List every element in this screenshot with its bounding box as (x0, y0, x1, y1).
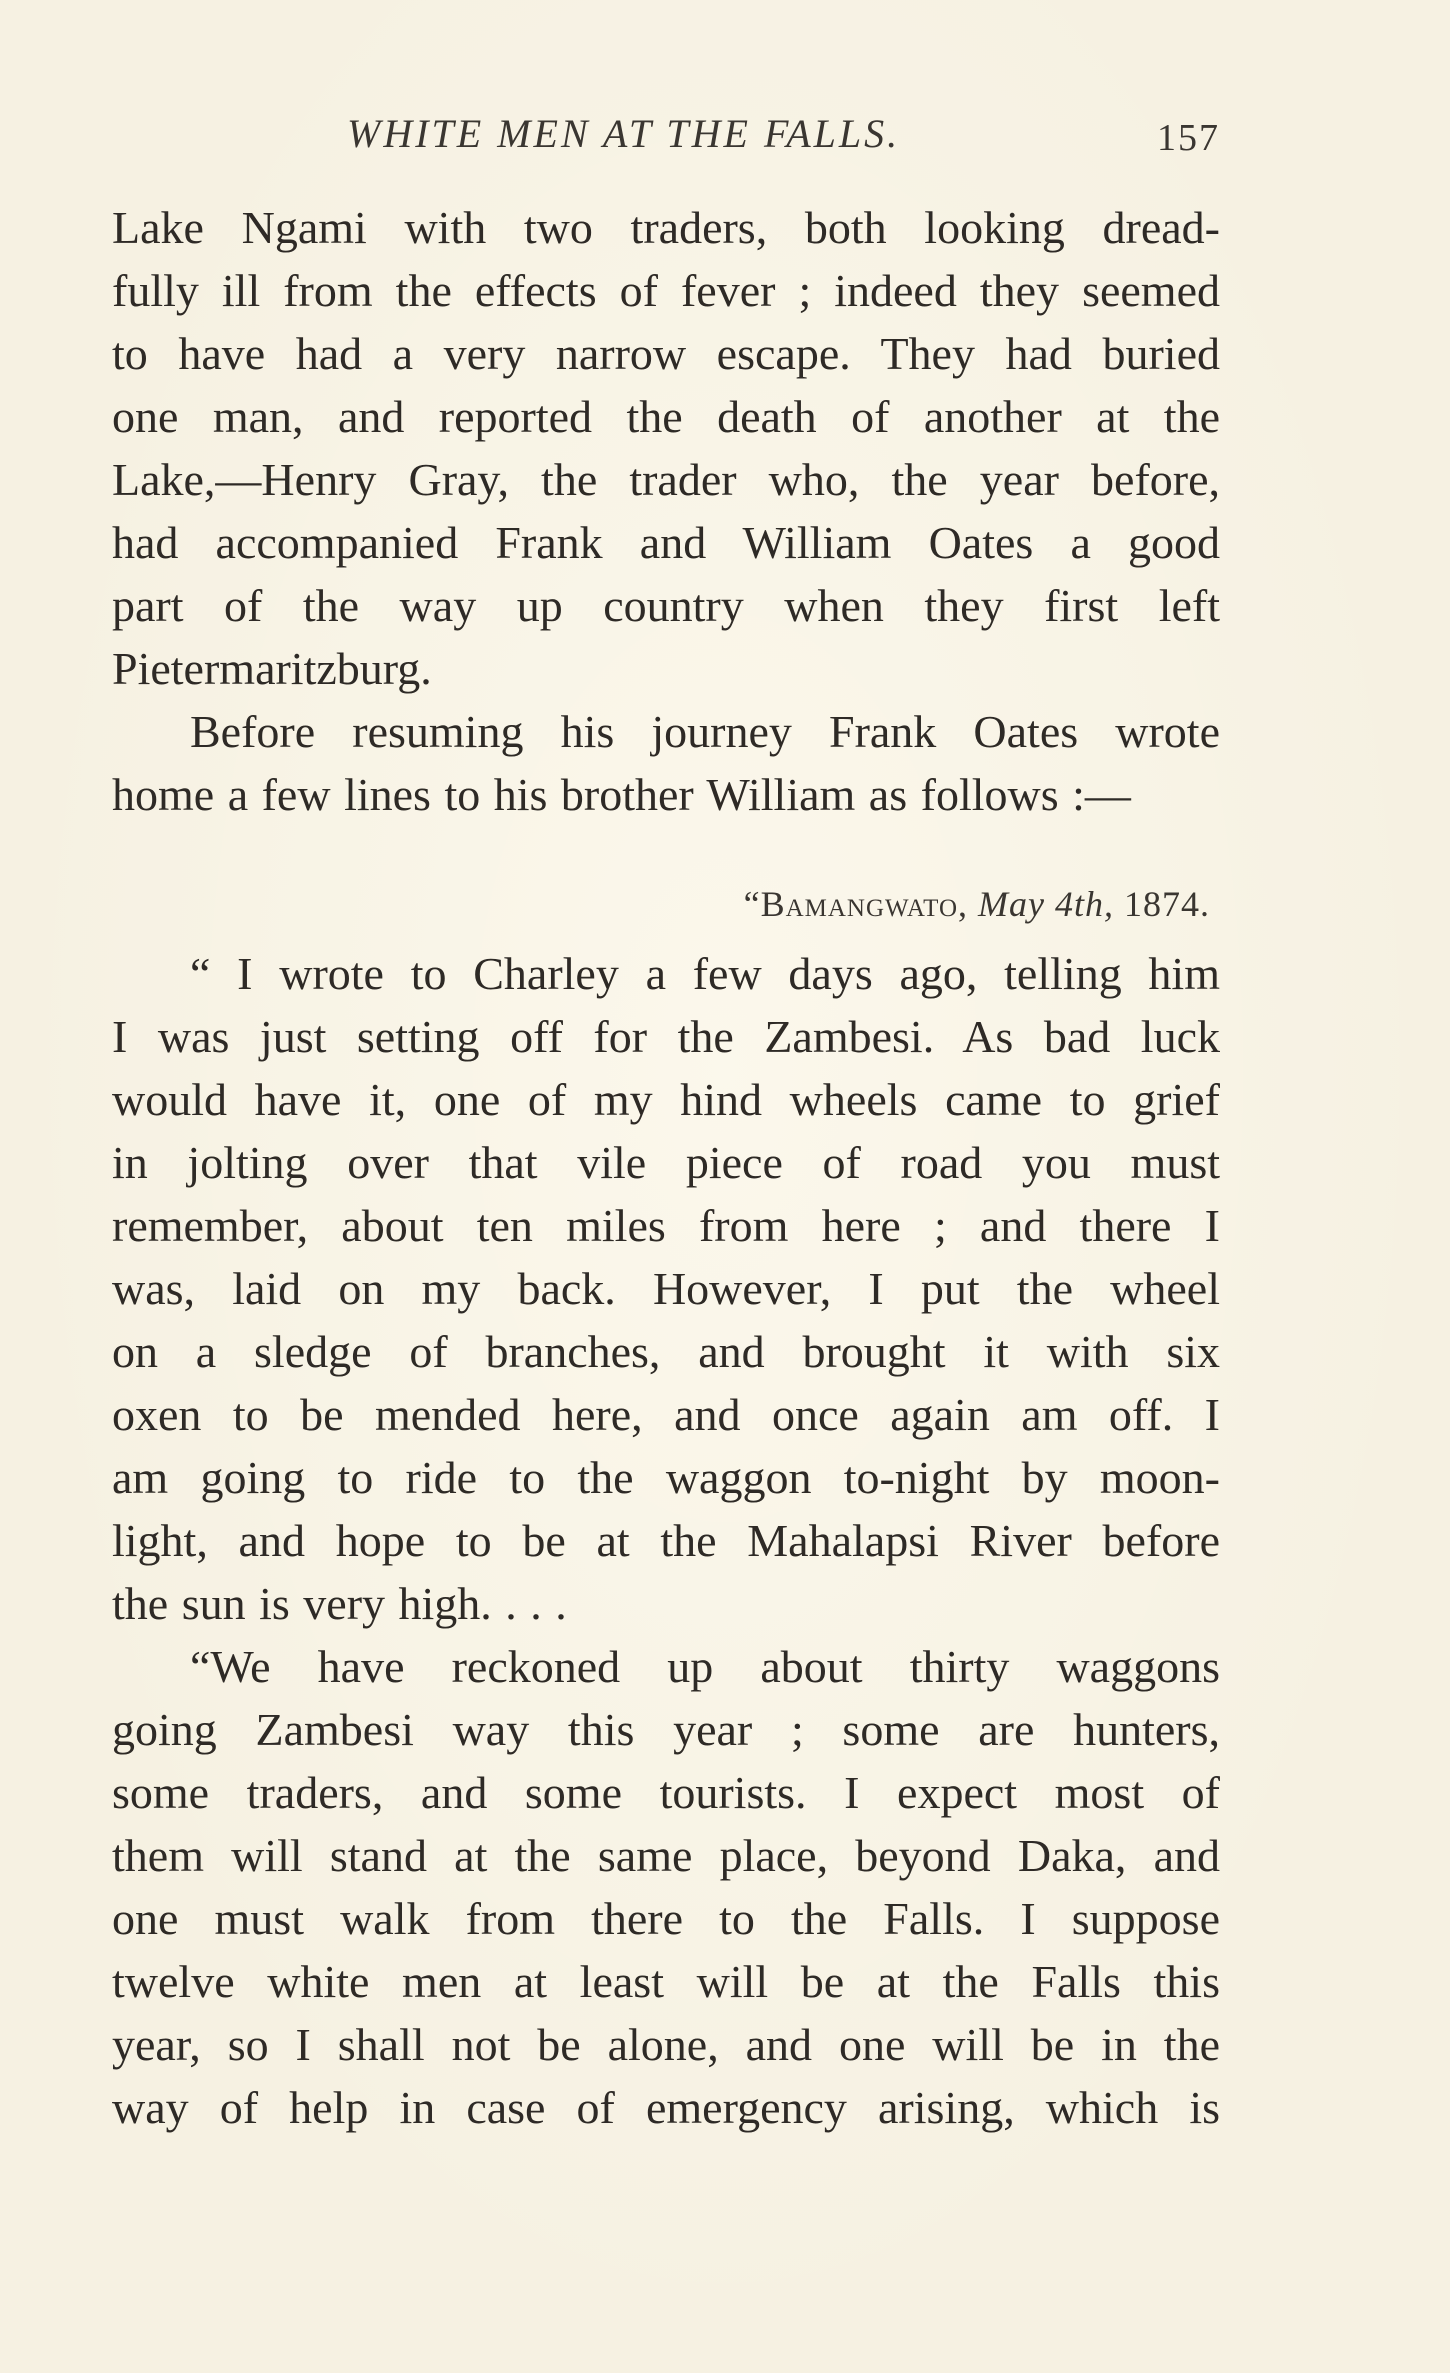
letter-paragraph-1 (112, 942, 1220, 1635)
text-line: on a sledge of branches, and brought it with six (112, 1326, 1220, 1377)
text-line: am going to ride to the waggon to-night by moon- (112, 1452, 1220, 1503)
paragraph-1 (112, 196, 1220, 700)
text-line: year, so I shall not be alone, and one will be in the (112, 2019, 1220, 2070)
body-text (112, 196, 1220, 2139)
dateline-date: May 4th, (978, 884, 1114, 924)
text-line: light, and hope to be at the Mahalapsi River before (112, 1515, 1220, 1566)
text-line: going Zambesi way this year ; some are hunters, (112, 1704, 1220, 1755)
text-line: the sun is very high. . . . (112, 1578, 567, 1629)
text-line: Lake Ngami with two traders, both looking dread- (112, 202, 1220, 253)
letter-paragraph-2 (112, 1635, 1220, 2139)
text-line: I was just setting off for the Zambesi. As bad luck (112, 1011, 1220, 1062)
page-number: 157 (1157, 117, 1220, 159)
text-line: “We have reckoned up about thirty waggons (190, 1641, 1220, 1692)
dateline-place: Bamangwato, (760, 884, 969, 924)
page-header (112, 110, 1220, 170)
text-line: Before resuming his journey Frank Oates wrote (190, 706, 1220, 757)
text-line: fully ill from the effects of fever ; indeed they seemed (112, 265, 1220, 316)
text-line: had accompanied Frank and William Oates a good (112, 517, 1220, 568)
text-line: oxen to be mended here, and once again am off. I (112, 1389, 1220, 1440)
letter-dateline (112, 874, 1220, 934)
text-line: home a few lines to his brother William as follows :— (112, 769, 1131, 820)
text-line: was, laid on my back. However, I put the wheel (112, 1263, 1220, 1314)
dateline-year: 1874. (1124, 884, 1210, 924)
text-line: Pietermaritzburg. (112, 643, 432, 694)
text-line: them will stand at the same place, beyond Daka, and (112, 1830, 1220, 1881)
text-line: to have had a very narrow escape. They had buried (112, 328, 1220, 379)
text-line: part of the way up country when they first left (112, 580, 1220, 631)
running-title: WHITE MEN AT THE FALLS. (347, 111, 901, 156)
text-line: one man, and reported the death of another at the (112, 391, 1220, 442)
dateline-open-quote: “ (743, 884, 761, 924)
text-line: would have it, one of my hind wheels came to grief (112, 1074, 1220, 1125)
text-line: some traders, and some tourists. I expect most of (112, 1767, 1220, 1818)
text-line: “ I wrote to Charley a few days ago, telling him (190, 948, 1220, 999)
text-line: one must walk from there to the Falls. I suppose (112, 1893, 1220, 1944)
text-line: way of help in case of emergency arising, which is (112, 2082, 1220, 2133)
text-line: remember, about ten miles from here ; and there I (112, 1200, 1220, 1251)
text-line: in jolting over that vile piece of road you must (112, 1137, 1220, 1188)
paragraph-2 (112, 700, 1220, 826)
text-line: twelve white men at least will be at the Falls this (112, 1956, 1220, 2007)
text-line: Lake,—Henry Gray, the trader who, the year before, (112, 454, 1220, 505)
